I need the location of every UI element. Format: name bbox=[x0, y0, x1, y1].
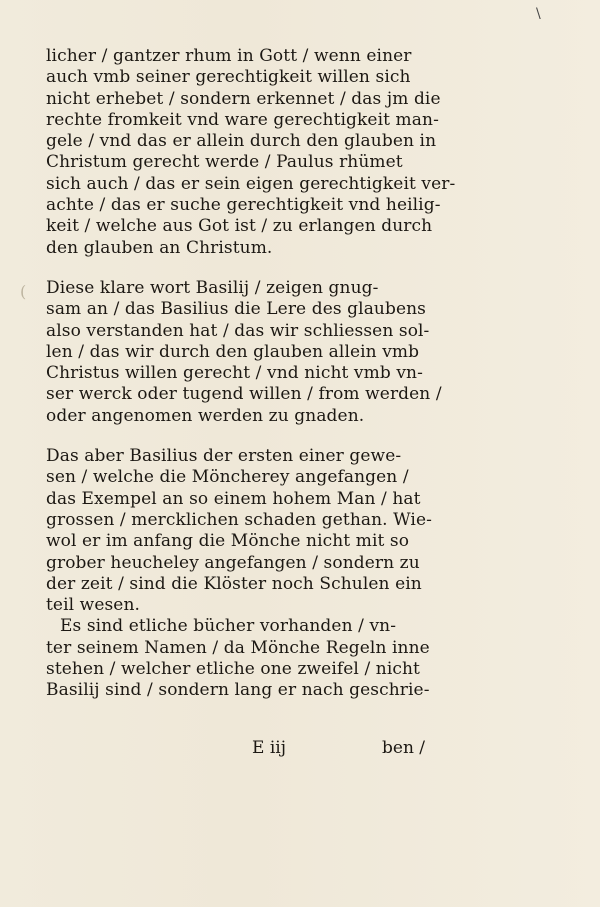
main-text-block bbox=[46, 46, 456, 702]
text-line: achte / das er suche gerechtigkeit vnd heilig- bbox=[46, 195, 441, 216]
text-line: das Exempel an so einem hohem Man / hat bbox=[46, 488, 421, 509]
signature-mark: E iij bbox=[252, 738, 286, 758]
paragraph-gap bbox=[46, 259, 446, 278]
text-line: den glauben an Christum. bbox=[46, 237, 273, 258]
text-line: Christum gerecht werde / Paulus rhümet bbox=[46, 152, 403, 173]
text-line: der zeit / sind die Klöster noch Schulen ein bbox=[46, 573, 422, 594]
text-line: also verstanden hat / das wir schliessen sol- bbox=[46, 320, 430, 341]
text-line: licher / gantzer rhum in Gott / wenn einer bbox=[46, 46, 412, 66]
text-line: nicht erhebet / sondern erkennet / das jm die bbox=[46, 88, 441, 109]
text-line: wol er im anfang die Mönche nicht mit so bbox=[46, 531, 410, 552]
text-line: teil wesen. bbox=[46, 595, 141, 616]
paragraph bbox=[46, 46, 456, 259]
text-line: ter seinem Namen / da Mönche Regeln inne bbox=[46, 637, 430, 658]
text-line: len / das wir durch den glauben allein vmb bbox=[46, 341, 420, 362]
text-line: Christus willen gerecht / vnd nicht vmb vn- bbox=[46, 363, 423, 384]
text-line: sam an / das Basilius die Lere des glaubens bbox=[46, 299, 427, 320]
text-line: rechte fromkeit vnd ware gerechtigkeit man- bbox=[46, 109, 439, 130]
text-line: Das aber Basilius der ersten einer gewe- bbox=[46, 446, 402, 467]
paragraph-gap bbox=[46, 427, 446, 446]
text-line: auch vmb seiner gerechtigkeit willen sich bbox=[46, 67, 411, 88]
paragraph bbox=[46, 616, 446, 701]
text-line: oder angenomen werden zu gnaden. bbox=[46, 405, 365, 426]
corner-mark: \ bbox=[536, 6, 541, 22]
text-line: Es sind etliche bücher vorhanden / vn- bbox=[60, 616, 397, 637]
bleed-through-mark: ( bbox=[20, 282, 27, 301]
text-line: gele / vnd das er allein durch den glauben in bbox=[46, 131, 437, 152]
text-line: grober heucheley angefangen / sondern zu bbox=[46, 552, 420, 573]
text-line: Diese klare wort Basilij / zeigen gnug- bbox=[46, 277, 379, 298]
paragraph bbox=[46, 446, 446, 616]
text-line: Basilij sind / sondern lang er nach geschrie- bbox=[46, 680, 430, 701]
paragraph bbox=[46, 278, 446, 427]
text-line: sich auch / das er sein eigen gerechtigkeit ver- bbox=[46, 173, 456, 194]
catchword: ben / bbox=[382, 738, 426, 758]
text-line: keit / welche aus Got ist / zu erlangen durch bbox=[46, 216, 433, 237]
text-line: sen / welche die Möncherey angefangen / bbox=[46, 467, 409, 488]
text-line: grossen / mercklichen schaden gethan. Wie- bbox=[46, 509, 432, 530]
text-line: ser werck oder tugend willen / from werden / bbox=[46, 384, 442, 405]
text-line: stehen / welcher etliche one zweifel / nicht bbox=[46, 659, 420, 680]
